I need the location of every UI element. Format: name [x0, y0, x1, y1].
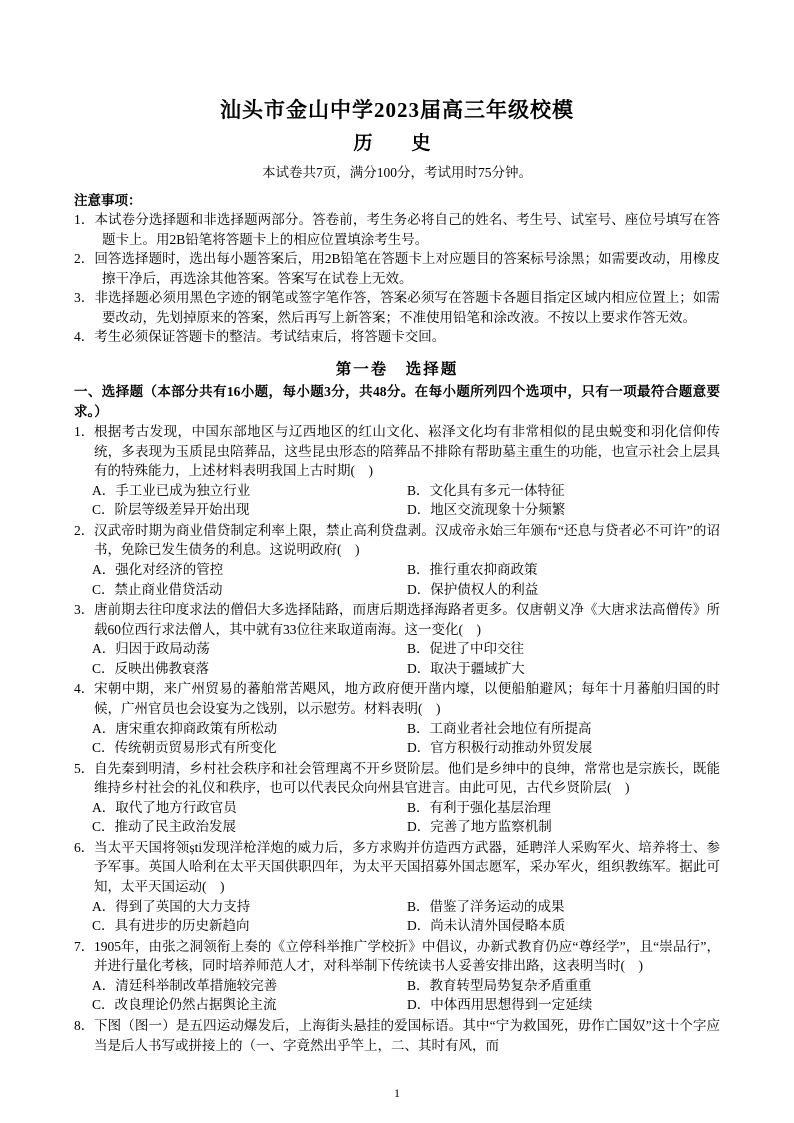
subject-title: 历 史: [353, 133, 441, 154]
option-d[interactable]: D．官方积极行动推动外贸发展: [407, 740, 593, 756]
question-options: [74, 798, 720, 818]
option-b[interactable]: B．教育转型局势复杂矛盾重重: [407, 977, 592, 993]
question-number: 3．: [74, 602, 95, 618]
option-d[interactable]: D．地区交流现象十分频繁: [407, 502, 566, 518]
question-item: [74, 679, 720, 718]
question-number: 8．: [74, 1017, 95, 1033]
question-options: [74, 976, 720, 996]
notice-item: [74, 288, 720, 327]
question-item: [74, 422, 720, 481]
option-b[interactable]: B．促进了中印交往: [407, 641, 525, 657]
question-item: [74, 759, 720, 798]
option-d[interactable]: D．尚未认清外国侵略本质: [407, 918, 566, 934]
question-item: [74, 937, 720, 976]
option-c[interactable]: C．禁止商业借贷活动: [92, 581, 223, 597]
notice-item: [74, 327, 720, 347]
notice-text-3: 3．非选择题必须用黑色字迹的钢笔或签字笔作答，答案必须写在答题卡各题目指定区域内相应位置上；如需要改动，先划掉原来的答案，然后再写上新答案；不准使用铅笔和涂改液。不按以上要求作答无效。: [74, 290, 720, 325]
question-options: [74, 916, 720, 936]
question-options: [74, 659, 720, 679]
option-b[interactable]: B．工商业者社会地位有所提高: [407, 720, 592, 736]
question-stem: 下图（图一）是五四运动爆发后，上海街头悬挂的爱国标语。其中“宁为救国死，毋作亡国奴”这十个字应当是后人书写或拼接上的（一、字竟然出乎竿上，二、其时有风，而: [94, 1017, 720, 1053]
question-options: [74, 719, 720, 739]
notice-text-4: 4．考生必须保证答题卡的整洁。考试结束后，将答题卡交回。: [74, 329, 446, 345]
option-c[interactable]: C．传统朝贡贸易形式有所变化: [92, 740, 277, 756]
question-number: 6．: [74, 839, 95, 855]
question-number: 4．: [74, 681, 95, 697]
option-a[interactable]: A．手工业已成为独立行业: [92, 482, 251, 498]
notice-text-1: 1．本试卷分选择题和非选择题两部分。答卷前，考生务必将自己的姓名、考生号、试室号、座位号填写在答题卡上。用2B铅笔将答题卡上的相应位置填涂考生号。: [74, 212, 720, 247]
question-number: 2．: [74, 522, 95, 538]
option-a[interactable]: A．得到了英国的大力支持: [92, 898, 251, 914]
question-number: 1．: [74, 424, 95, 440]
option-a[interactable]: A．清廷科举制改革措施较完善: [92, 977, 278, 993]
notice-heading: 注意事项：: [74, 193, 142, 208]
question-stem: 1905年，由张之洞领衔上奏的《立停科举推广学校折》中倡议，办新式教育仍应“尊经学”，且“崇品行”，并进行量化考核，同时培养师范人才，对科举制下传统读书人妥善安排出路，这表明当时( ): [94, 938, 720, 974]
option-a[interactable]: A．归因于政局动荡: [92, 641, 210, 657]
option-b[interactable]: B．借鉴了洋务运动的成果: [407, 898, 565, 914]
option-d[interactable]: D．中体西用思想得到一定延续: [407, 997, 593, 1013]
question-options: [74, 560, 720, 580]
option-c[interactable]: C．具有进步的历史新趋向: [92, 918, 250, 934]
page-title: 汕头市金山中学2023届高三年级校模: [220, 98, 574, 122]
option-c[interactable]: C．阶层等级差异开始出现: [92, 502, 250, 518]
question-options: [74, 639, 720, 659]
option-d[interactable]: D．保护债权人的利益: [407, 581, 539, 597]
part-heading: 一、选择题（本部分共有16小题，每小题3分，共48分。在每小题所列四个选项中，只有一项最符合题意要求。）: [74, 383, 720, 419]
option-a[interactable]: A．取代了地方行政官员: [92, 799, 237, 815]
question-options: [74, 995, 720, 1015]
question-options: [74, 897, 720, 917]
question-stem: 汉武帝时期为商业借贷制定利率上限，禁止高利贷盘剥。汉成帝永始三年颁布“还息与贷者必不可许”的诏书，免除已发生债务的利息。这说明政府( ): [94, 522, 720, 558]
question-stem: 宋朝中期，来广州贸易的蕃舶常苦飓风，地方政府便开凿内壕，以便船舶避风；每年十月蕃舶归国的时候，广州官员也会设宴为之饯别，以示慰劳。材料表明( ): [94, 681, 720, 716]
question-item: [74, 1016, 720, 1055]
question-stem: 根据考古发现，中国东部地区与辽西地区的红山文化、崧泽文化均有非常相似的昆虫蜕变和羽化信仰传统，多表现为玉质昆虫陪葬品，这些昆虫形态的陪葬品不排除有帮助墓主重生的功能，也宣示社会上层具有的特殊能力，上述材料表明我国上古时期( ): [94, 424, 720, 479]
question-options: [74, 580, 720, 600]
notice-item: [74, 210, 720, 249]
option-c[interactable]: C．改良理论仍然占据舆论主流: [92, 997, 277, 1013]
question-number: 5．: [74, 760, 95, 776]
exam-meta: 本试卷共7页，满分100分，考试用时75分钟。: [262, 165, 532, 180]
option-b[interactable]: B．文化具有多元一体特征: [407, 482, 565, 498]
option-d[interactable]: D．取决于疆域扩大: [407, 660, 525, 676]
option-c[interactable]: C．反映出佛教衰落: [92, 660, 210, 676]
page-number: 1: [394, 1086, 400, 1100]
question-item: [74, 838, 720, 897]
paper-section-title: 第一卷 选择题: [335, 360, 459, 378]
option-a[interactable]: A．强化对经济的管控: [92, 562, 224, 577]
question-stem: 当太平天国将领ști发现洋枪洋炮的威力后，多方求购并仿造西方武器，延聘洋人采购军火、培养将士、参予军事。英国人哈利在太平天国供职四年，为太平天国招募外国志愿军，采办军火，组织教练军。据此可知，太平天国运动( ): [94, 839, 720, 894]
question-item: [74, 521, 720, 560]
question-options: [74, 500, 720, 520]
option-b[interactable]: B．有利于强化基层治理: [407, 799, 552, 815]
question-stem: 唐前期去往印度求法的僧侣大多选择陆路，而唐后期选择海路者更多。仅唐朝义净《大唐求法高僧传》所载60位西行求法僧人，其中就有33位往来取道南海。这一变化( ): [94, 602, 720, 637]
question-number: 7．: [74, 938, 95, 954]
question-options: [74, 481, 720, 501]
option-d[interactable]: D．完善了地方监察机制: [407, 819, 552, 835]
question-options: [74, 817, 720, 837]
question-stem: 自先秦到明清，乡村社会秩序和社会管理离不开乡贤阶层。他们是乡绅中的良绅，常常也是宗族长，既能维持乡村社会的礼仪和秩序，也可以代表民众向州县官进言。由此可见，古代乡贤阶层( ): [94, 760, 720, 796]
option-c[interactable]: C．推动了民主政治发展: [92, 819, 237, 835]
option-a[interactable]: A．唐宋重农抑商政策有所松动: [92, 720, 278, 736]
question-options: [74, 738, 720, 758]
question-item: [74, 600, 720, 639]
option-b[interactable]: B．推行重农抑商政策: [407, 562, 538, 577]
notice-item: [74, 249, 720, 288]
notice-text-2: 2．回答选择题时，选出每小题答案后，用2B铅笔在答题卡上对应题目的答案标号涂黑；如需要改动，用橡皮擦干净后，再选涂其他答案。答案写在试卷上无效。: [74, 251, 720, 286]
